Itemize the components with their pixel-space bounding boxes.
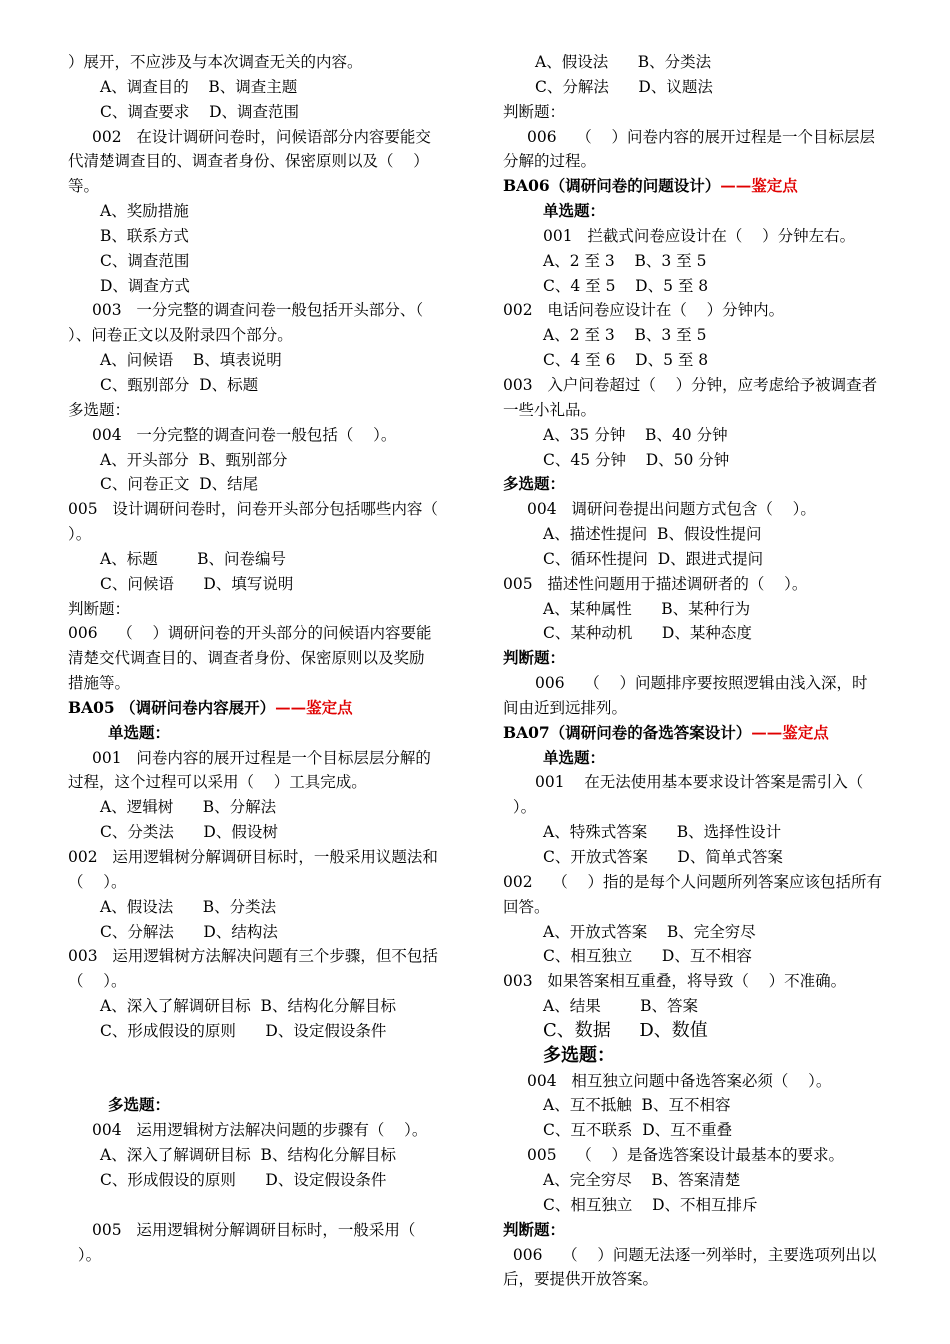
line-text: 006 （ ）问题排序要按照逻辑由浅入深，时 [535,674,868,693]
question-type-heading [503,1044,913,1069]
text-line [503,149,913,174]
line-text: BA06（调研问卷的问题设计） [503,176,721,196]
question-line [503,870,913,895]
question-line [503,298,913,323]
question-line [68,746,468,771]
line-text: 后，要提供开放答案。 [503,1270,659,1289]
question-line [503,572,913,597]
line-text: 多选题： [543,1044,615,1066]
line-text: C、开放式答案 D、简单式答案 [543,848,783,866]
answer-options [503,348,913,373]
question-line [503,1243,913,1268]
question-line [503,1143,913,1168]
answer-options [68,920,468,945]
text-line [503,795,913,820]
line-text: 分解的过程。 [503,152,597,171]
line-text: A、调查目的 B、调查主题 [100,77,298,96]
answer-options [68,75,468,100]
answer-options [503,50,913,75]
answer-options [68,994,468,1019]
line-text: 003 入户问卷超过（ ）分钟，应考虑给予被调查者 [503,375,878,394]
answer-options [503,1093,913,1118]
text-line [68,969,468,994]
line-text: BA07（调研问卷的备选答案设计） [503,722,752,742]
text-line [503,696,913,721]
line-text: 005 描述性问题用于描述调研者的（ ）。 [503,574,808,593]
blank-line [68,1193,468,1218]
line-text: C、相互独立 D、不相互排斥 [543,1195,758,1214]
line-text: 代清楚调查目的、调查者身份、保密原则以及（ ） [68,152,429,171]
question-line [503,224,913,249]
key-point-label: ——鉴定点 [275,697,353,717]
left-column [68,50,468,1267]
question-line [68,298,468,323]
answer-options [68,472,468,497]
right-column [503,50,913,1292]
text-line [503,398,913,423]
answer-options [68,348,468,373]
key-point-label: ——鉴定点 [751,722,829,742]
line-text: 005 设计调研问卷时，问卷开头部分包括哪些内容（ [68,500,438,519]
line-text: （ ）。 [68,972,127,991]
line-text: 单选题： [543,747,606,767]
text-line [68,1243,468,1268]
answer-options [68,795,468,820]
line-text: 多选题： [503,474,566,494]
answer-options [503,423,913,448]
line-text: 003 一分完整的调查问卷一般包括开头部分、（ [92,301,424,320]
line-text: A、深入了解调研目标 B、结构化分解目标 [100,1146,396,1165]
answer-options [68,1019,468,1044]
text-line [68,174,468,199]
answer-options [503,820,913,845]
line-text: A、假设法 B、分类法 [535,53,712,71]
line-text: 多选题： [108,1095,171,1115]
line-text: 002 在设计调研问卷时，问候语部分内容要能交 [92,127,431,146]
answer-options [503,448,913,473]
line-text: 002 （ ）指的是每个人问题所列答案应该包括所有 [503,872,883,891]
line-text: A、2 至 3 B、3 至 5 [543,326,707,345]
line-text: A、特殊式答案 B、选择性设计 [543,823,782,842]
answer-options [503,621,913,646]
answer-options [68,249,468,274]
question-type-heading [68,721,468,746]
text-line [503,1267,913,1292]
line-text: C、甄别部分 D、标题 [100,375,259,394]
text-line [68,671,468,696]
line-text: A、标题 B、问卷编号 [100,549,287,568]
question-line [68,621,468,646]
line-text: 006 （ ）调研问卷的开头部分的问候语内容要能 [68,624,432,643]
line-text: C、问卷正文 D、结尾 [100,475,259,494]
question-line [68,845,468,870]
answer-options [68,100,468,125]
text-line [68,50,468,75]
line-text: 005 运用逻辑树分解调研目标时，一般采用（ [92,1220,416,1239]
question-type-heading [68,597,468,622]
line-text: C、数据 D、数值 [543,1019,708,1041]
answer-options [503,597,913,622]
line-text: ）、问卷正文以及附录四个部分。 [68,326,293,345]
answer-options [68,820,468,845]
text-line [68,323,468,348]
question-type-heading [68,1093,468,1118]
answer-options [503,75,913,100]
question-line [503,671,913,696]
line-text: 003 运用逻辑树方法解决问题有三个步骤，但不包括 [68,947,438,966]
line-text: C、调查范围 [100,251,190,270]
text-line [68,646,468,671]
text-line [503,895,913,920]
question-line [68,944,468,969]
line-text: ）展开，不应涉及与本次调查无关的内容。 [68,53,363,71]
answer-options [68,895,468,920]
answer-options [68,1143,468,1168]
answer-options [68,572,468,597]
answer-options [68,1168,468,1193]
line-text: 002 电话问卷应设计在（ ）分钟内。 [503,301,785,320]
line-text: 单选题： [543,201,606,221]
question-type-heading [503,472,913,497]
line-text: 001 拦截式问卷应设计在（ ）分钟左右。 [543,226,856,245]
line-text: C、调查要求 D、调查范围 [100,102,299,121]
line-text: A、奖励措施 [100,202,189,221]
answer-options [68,547,468,572]
answer-options [503,1168,913,1193]
line-text: 004 运用逻辑树方法解决问题的步骤有（ ）。 [92,1121,428,1140]
answer-options [503,547,913,572]
line-text: 003 如果答案相互重叠，将导致（ ）不准确。 [503,972,847,991]
answer-options [503,274,913,299]
text-line [68,870,468,895]
line-text: A、35 分钟 B、40 分钟 [543,425,728,444]
question-line [503,1069,913,1094]
line-text: 006 （ ）问题无法逐一列举时，主要选项列出以 [503,1245,877,1264]
line-text: C、4 至 5 D、5 至 8 [543,276,709,295]
question-type-heading [503,199,913,224]
key-point-label: ——鉴定点 [720,176,798,196]
question-line [68,1218,468,1243]
answer-options [68,448,468,473]
line-text: A、结果 B、答案 [543,997,699,1016]
line-text: A、开头部分 B、甄别部分 [100,450,288,469]
line-text: C、分解法 D、议题法 [535,77,713,96]
answer-options [503,522,913,547]
question-line [503,497,913,522]
line-text: 单选题： [108,722,171,742]
line-text: A、假设法 B、分类法 [100,897,277,916]
line-text: C、形成假设的原则 D、设定假设条件 [100,1170,387,1189]
question-line [68,497,468,522]
answer-options [503,249,913,274]
line-text: C、形成假设的原则 D、设定假设条件 [100,1021,387,1040]
answer-options [503,944,913,969]
section-heading [503,174,913,199]
line-text: A、描述性提问 B、假设性提问 [543,525,762,544]
line-text: C、45 分钟 D、50 分钟 [543,450,730,469]
line-text: 004 相互独立问题中备选答案必须（ ）。 [527,1071,832,1090]
section-heading [503,721,913,746]
answer-options [503,323,913,348]
line-text: B、联系方式 [100,226,189,245]
answer-options [503,845,913,870]
line-text: 判断题： [503,102,566,121]
question-type-heading [503,100,913,125]
line-text: 清楚交代调查目的、调查者身份、保密原则以及奖励 [68,649,425,668]
question-type-heading [503,646,913,671]
line-text: （ ）。 [68,872,127,891]
line-text: A、逻辑树 B、分解法 [100,798,277,817]
question-line [68,1118,468,1143]
line-text: 001 问卷内容的展开过程是一个目标层层分解的 [92,748,431,767]
line-text: C、4 至 6 D、5 至 8 [543,351,709,370]
question-line [503,969,913,994]
line-text: A、问候语 B、填表说明 [100,351,282,370]
question-line [503,373,913,398]
line-text: A、深入了解调研目标 B、结构化分解目标 [100,997,396,1016]
blank-line [68,1044,468,1094]
text-line [68,149,468,174]
answer-options [503,994,913,1019]
question-line [68,125,468,150]
line-text: 判断题： [503,1219,566,1239]
line-text: 002 运用逻辑树分解调研目标时，一般采用议题法和 [68,848,438,866]
line-text: 判断题： [68,599,131,618]
line-text: 006 （ ）问卷内容的展开过程是一个目标层层 [527,127,876,146]
line-text: 过程，这个过程可以采用（ ）工具完成。 [68,773,367,792]
answer-options [503,1019,913,1044]
line-text: 间由近到远排列。 [503,698,628,717]
line-text: C、问候语 D、填写说明 [100,574,294,593]
line-text: C、某种动机 D、某种态度 [543,624,752,643]
line-text: A、某种属性 B、某种行为 [543,599,751,618]
line-text: C、相互独立 D、互不相容 [543,947,752,966]
line-text: C、循环性提问 D、跟进式提问 [543,549,764,568]
question-line [503,125,913,150]
answer-options [503,920,913,945]
text-line [68,770,468,795]
text-line [68,522,468,547]
line-text: 004 一分完整的调查问卷一般包括（ ）。 [92,425,397,444]
question-line [68,423,468,448]
question-type-heading [503,746,913,771]
line-text: 004 调研问卷提出问题方式包含（ ）。 [527,500,816,519]
line-text: ）。 [503,798,537,817]
question-type-heading [68,398,468,423]
question-type-heading [503,1218,913,1243]
answer-options [68,274,468,299]
line-text: A、互不抵触 B、互不相容 [543,1096,731,1115]
answer-options [68,373,468,398]
line-text: 多选题： [68,400,131,419]
line-text: ）。 [68,1245,102,1264]
answer-options [503,1193,913,1218]
line-text: C、分解法 D、结构法 [100,922,278,941]
line-text: ）。 [68,525,92,544]
line-text: D、调查方式 [100,276,190,295]
line-text: 005 （ ）是备选答案设计最基本的要求。 [527,1146,845,1165]
line-text: 001 在无法使用基本要求设计答案是需引入（ [535,773,864,792]
line-text: 一些小礼品。 [503,400,597,419]
answer-options [503,1118,913,1143]
line-text: 措施等。 [68,674,131,693]
answer-options [68,224,468,249]
line-text: A、2 至 3 B、3 至 5 [543,251,707,270]
line-text: A、开放式答案 B、完全穷尽 [543,922,756,941]
line-text: BA05 （调研问卷内容展开） [68,697,276,717]
line-text: 判断题： [503,648,566,668]
answer-options [68,199,468,224]
line-text: 回答。 [503,897,550,916]
line-text: C、分类法 D、假设树 [100,823,278,842]
section-heading [68,696,468,721]
line-text: 等。 [68,177,100,196]
line-text: A、完全穷尽 B、答案清楚 [543,1170,741,1189]
question-line [503,770,913,795]
line-text: C、互不联系 D、互不重叠 [543,1121,733,1140]
